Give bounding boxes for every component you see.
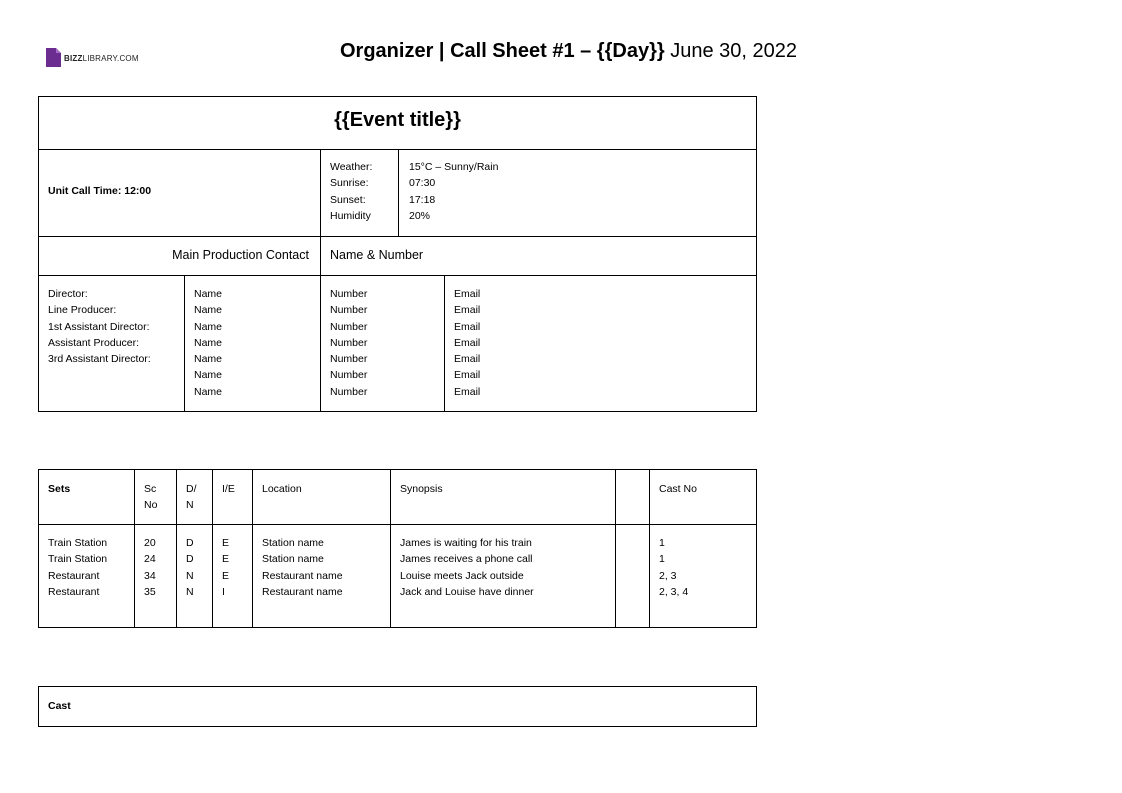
humidity-label: Humidity bbox=[330, 209, 371, 222]
location-cell: Station name bbox=[262, 553, 324, 566]
weather-value: 15°C – Sunny/Rain bbox=[409, 161, 499, 173]
dn-cell: D bbox=[186, 537, 194, 549]
sc-cell: 34 bbox=[144, 569, 156, 582]
crew-name: Name bbox=[194, 353, 223, 366]
col-location bbox=[262, 535, 343, 600]
header-day-night bbox=[186, 481, 197, 514]
cast-table bbox=[38, 686, 757, 727]
scenes-table bbox=[38, 469, 757, 628]
dn-cell: N bbox=[186, 585, 194, 598]
bizzlibrary-logo bbox=[46, 48, 139, 67]
weather-values bbox=[409, 159, 498, 224]
header-dn-line1: D/ bbox=[186, 483, 197, 495]
synopsis-cell: Louise meets Jack outside bbox=[400, 569, 524, 582]
cast-cell: 1 bbox=[659, 553, 665, 566]
crew-roles bbox=[48, 286, 151, 367]
crew-name: Name bbox=[194, 336, 223, 349]
crew-number: Number bbox=[330, 336, 368, 349]
crew-email: Email bbox=[454, 336, 481, 349]
sunrise-label: Sunrise: bbox=[330, 177, 369, 190]
crew-name: Name bbox=[194, 369, 223, 382]
location-cell: Station name bbox=[262, 537, 324, 549]
header-sc-line1: Sc bbox=[144, 483, 157, 495]
cast-cell: 1 bbox=[659, 537, 665, 549]
crew-role: 3rd Assistant Director: bbox=[48, 353, 151, 366]
divider bbox=[39, 275, 756, 276]
col-cast-no bbox=[659, 535, 688, 600]
divider bbox=[212, 470, 213, 627]
location-cell: Restaurant name bbox=[262, 569, 343, 582]
logo-text bbox=[64, 54, 139, 63]
divider bbox=[176, 470, 177, 627]
crew-email: Email bbox=[454, 288, 481, 300]
dn-cell: D bbox=[186, 553, 194, 566]
logo-brand-bold: BIZZ bbox=[64, 54, 83, 63]
divider bbox=[444, 275, 445, 411]
header-int-ext: I/E bbox=[222, 483, 235, 495]
unit-call-time: Unit Call Time: 12:00 bbox=[48, 185, 152, 197]
crew-name: Name bbox=[194, 304, 223, 317]
divider bbox=[134, 470, 135, 627]
header-cast-no: Cast No bbox=[659, 483, 697, 495]
crew-email: Email bbox=[454, 385, 481, 398]
weather-label: Weather: bbox=[330, 161, 373, 173]
humidity-value: 20% bbox=[409, 209, 431, 222]
crew-role: Assistant Producer: bbox=[48, 336, 140, 349]
ie-cell: E bbox=[222, 553, 230, 566]
sunrise-value: 07:30 bbox=[409, 177, 436, 190]
event-title: {{Event title}} bbox=[334, 109, 461, 131]
dn-cell: N bbox=[186, 569, 194, 582]
header-synopsis: Synopsis bbox=[400, 483, 443, 495]
crew-number: Number bbox=[330, 353, 368, 366]
synopsis-cell: Jack and Louise have dinner bbox=[400, 585, 534, 598]
crew-name: Name bbox=[194, 288, 223, 300]
crew-email: Email bbox=[454, 304, 481, 317]
col-synopsis bbox=[400, 535, 534, 600]
page-title bbox=[340, 40, 797, 63]
sunset-value: 17:18 bbox=[409, 193, 436, 206]
weather-labels bbox=[330, 159, 372, 224]
crew-numbers bbox=[330, 286, 367, 400]
crew-number: Number bbox=[330, 304, 368, 317]
crew-number: Number bbox=[330, 385, 368, 398]
header-dn-line2: N bbox=[186, 499, 194, 512]
contact-label: Main Production Contact bbox=[172, 248, 309, 262]
divider bbox=[184, 275, 185, 411]
event-info-table bbox=[38, 96, 757, 412]
crew-role: Line Producer: bbox=[48, 304, 117, 317]
synopsis-cell: James receives a phone call bbox=[400, 553, 533, 566]
set-cell: Train Station bbox=[48, 553, 108, 566]
sc-cell: 24 bbox=[144, 553, 156, 566]
header-sc-no bbox=[144, 481, 157, 514]
ie-cell: I bbox=[222, 585, 225, 598]
col-day-night bbox=[186, 535, 194, 600]
cast-cell: 2, 3, 4 bbox=[659, 585, 689, 598]
location-cell: Restaurant name bbox=[262, 585, 343, 598]
set-cell: Restaurant bbox=[48, 585, 100, 598]
ie-cell: E bbox=[222, 537, 230, 549]
divider bbox=[615, 470, 616, 627]
crew-name: Name bbox=[194, 320, 223, 333]
page-title-date: June 30, 2022 bbox=[670, 40, 797, 62]
crew-role: Director: bbox=[48, 288, 88, 300]
divider bbox=[649, 470, 650, 627]
crew-role: 1st Assistant Director: bbox=[48, 320, 150, 333]
divider bbox=[252, 470, 253, 627]
divider bbox=[39, 236, 756, 237]
col-int-ext bbox=[222, 535, 229, 600]
synopsis-cell: James is waiting for his train bbox=[400, 537, 532, 549]
divider bbox=[398, 149, 399, 236]
page-title-main: Organizer | Call Sheet #1 – {{Day}} bbox=[340, 40, 665, 62]
cast-label: Cast bbox=[48, 700, 71, 712]
sc-cell: 35 bbox=[144, 585, 156, 598]
crew-number: Number bbox=[330, 369, 368, 382]
set-cell: Restaurant bbox=[48, 569, 100, 582]
crew-email: Email bbox=[454, 353, 481, 366]
document-icon bbox=[46, 48, 61, 67]
crew-emails bbox=[454, 286, 480, 400]
divider bbox=[320, 149, 321, 411]
crew-name: Name bbox=[194, 385, 223, 398]
cast-cell: 2, 3 bbox=[659, 569, 677, 582]
crew-names bbox=[194, 286, 222, 400]
col-sc-no bbox=[144, 535, 156, 600]
sc-cell: 20 bbox=[144, 537, 156, 549]
crew-number: Number bbox=[330, 320, 368, 333]
col-sets bbox=[48, 535, 107, 600]
sunset-label: Sunset: bbox=[330, 193, 366, 206]
crew-email: Email bbox=[454, 369, 481, 382]
header-sc-line2: No bbox=[144, 499, 158, 512]
crew-email: Email bbox=[454, 320, 481, 333]
header-sets: Sets bbox=[48, 483, 71, 495]
set-cell: Train Station bbox=[48, 537, 108, 549]
crew-number: Number bbox=[330, 288, 368, 300]
logo-brand-rest: LIBRARY.COM bbox=[82, 54, 139, 63]
header-location: Location bbox=[262, 483, 302, 495]
contact-value: Name & Number bbox=[330, 248, 424, 262]
divider bbox=[390, 470, 391, 627]
ie-cell: E bbox=[222, 569, 230, 582]
